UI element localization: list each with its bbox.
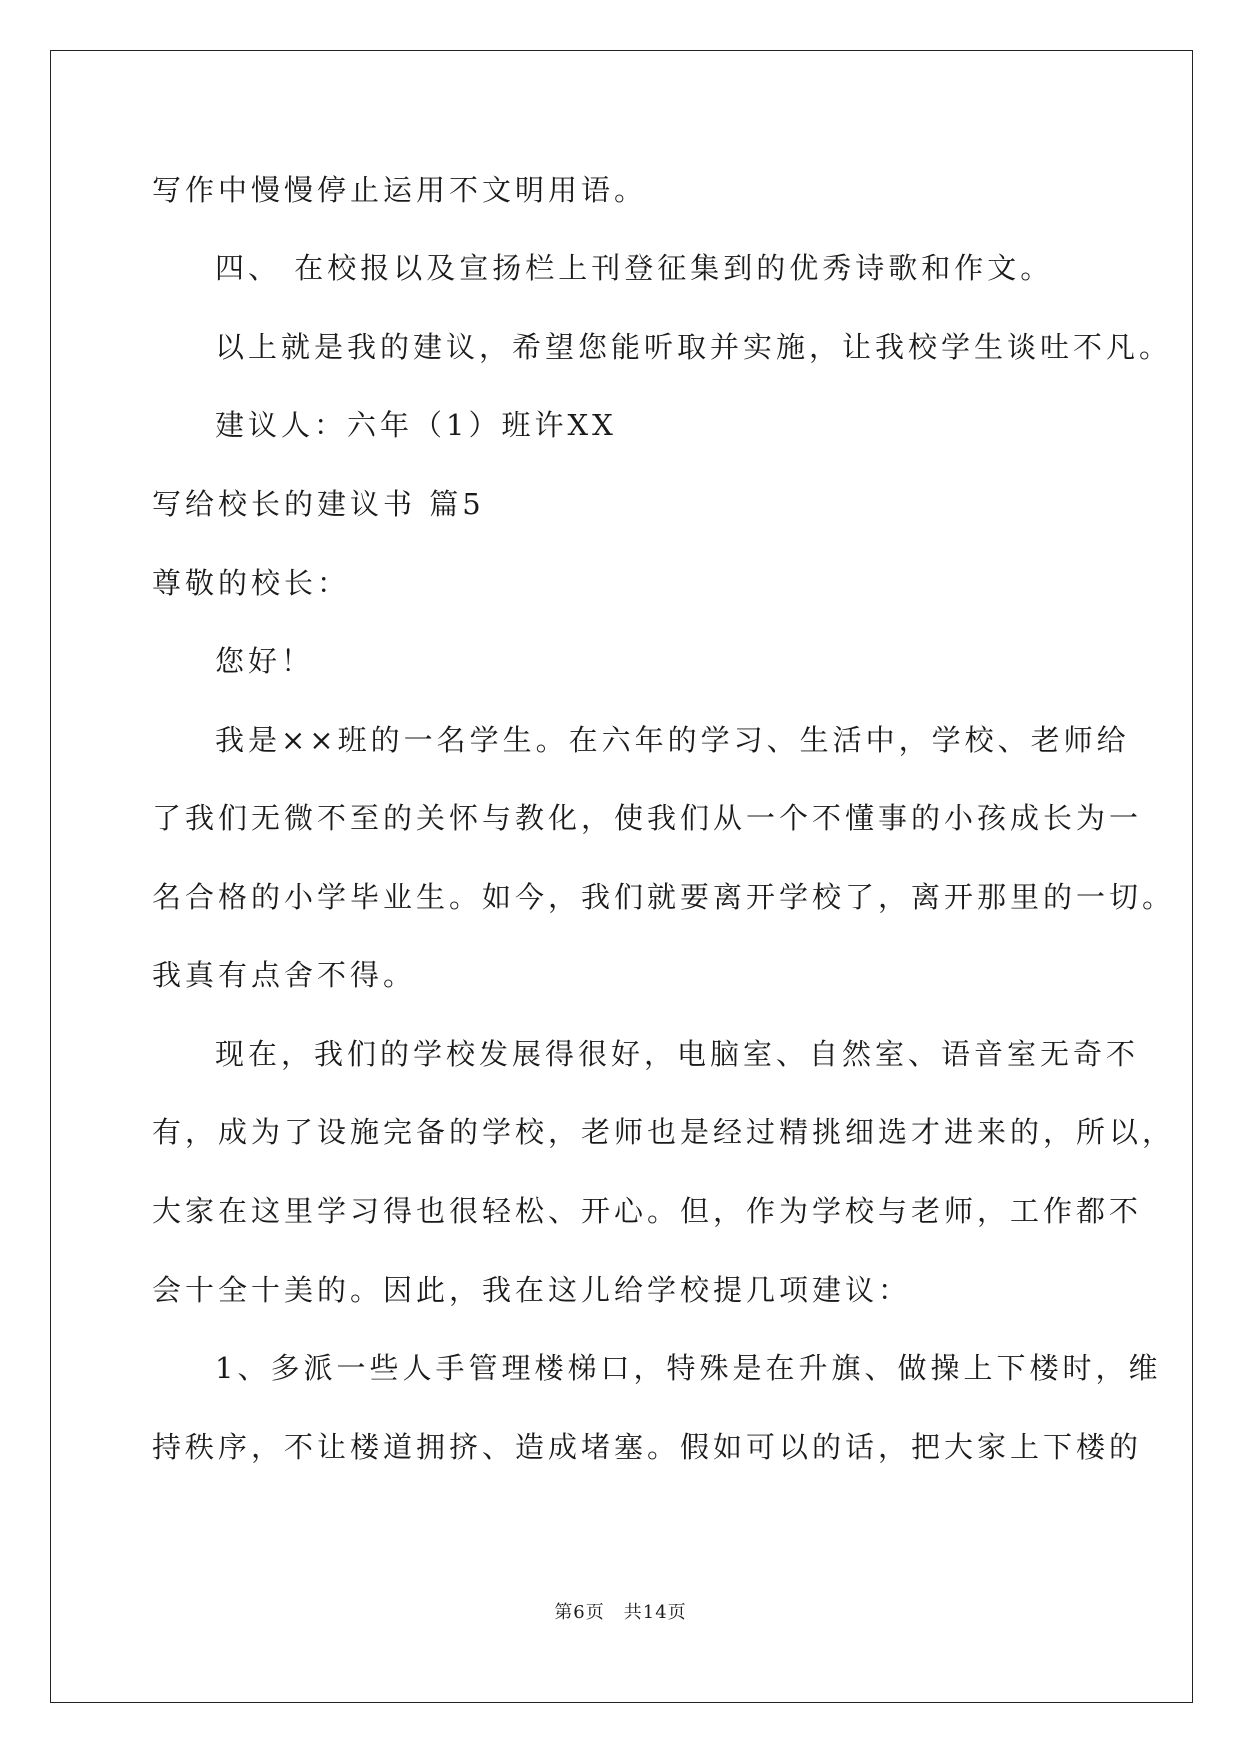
text-line-13: 有，成为了设施完备的学校，老师也是经过精挑细选才进来的，所以， <box>152 1115 1176 1149</box>
section-heading: 写给校长的建议书 篇5 <box>152 487 485 521</box>
text-line-2: 四、 在校报以及宣扬栏上刊登征集到的优秀诗歌和作文。 <box>215 251 1054 285</box>
text-line-17: 持秩序，不让楼道拥挤、造成堵塞。假如可以的话，把大家上下楼的 <box>152 1430 1143 1464</box>
text-line-8: 我是××班的一名学生。在六年的学习、生活中，学校、老师给 <box>215 723 1130 757</box>
text-line-9: 了我们无微不至的关怀与教化，使我们从一个不懂事的小孩成长为一 <box>152 801 1143 835</box>
text-line-12: 现在，我们的学校发展得很好，电脑室、自然室、语音室无奇不 <box>215 1037 1140 1071</box>
text-line-10: 名合格的小学毕业生。如今，我们就要离开学校了，离开那里的一切。 <box>152 880 1176 914</box>
text-line-16: 1、多派一些人手管理楼梯口，特殊是在升旗、做操上下楼时，维 <box>215 1351 1162 1385</box>
signature-line: 建议人：六年（1）班许XX <box>215 408 617 442</box>
text-line-3: 以上就是我的建议，希望您能听取并实施，让我校学生谈吐不凡。 <box>215 330 1173 364</box>
text-line-14: 大家在这里学习得也很轻松、开心。但，作为学校与老师，工作都不 <box>152 1194 1143 1228</box>
salutation: 尊敬的校长： <box>152 566 351 600</box>
text-line-1: 写作中慢慢停止运用不文明用语。 <box>152 173 648 207</box>
text-line-15: 会十全十美的。因此，我在这儿给学校提几项建议： <box>152 1273 912 1307</box>
greeting: 您好！ <box>215 644 315 678</box>
page-number-footer: 第6页 共14页 <box>554 1602 687 1623</box>
text-line-11: 我真有点舍不得。 <box>152 958 417 992</box>
